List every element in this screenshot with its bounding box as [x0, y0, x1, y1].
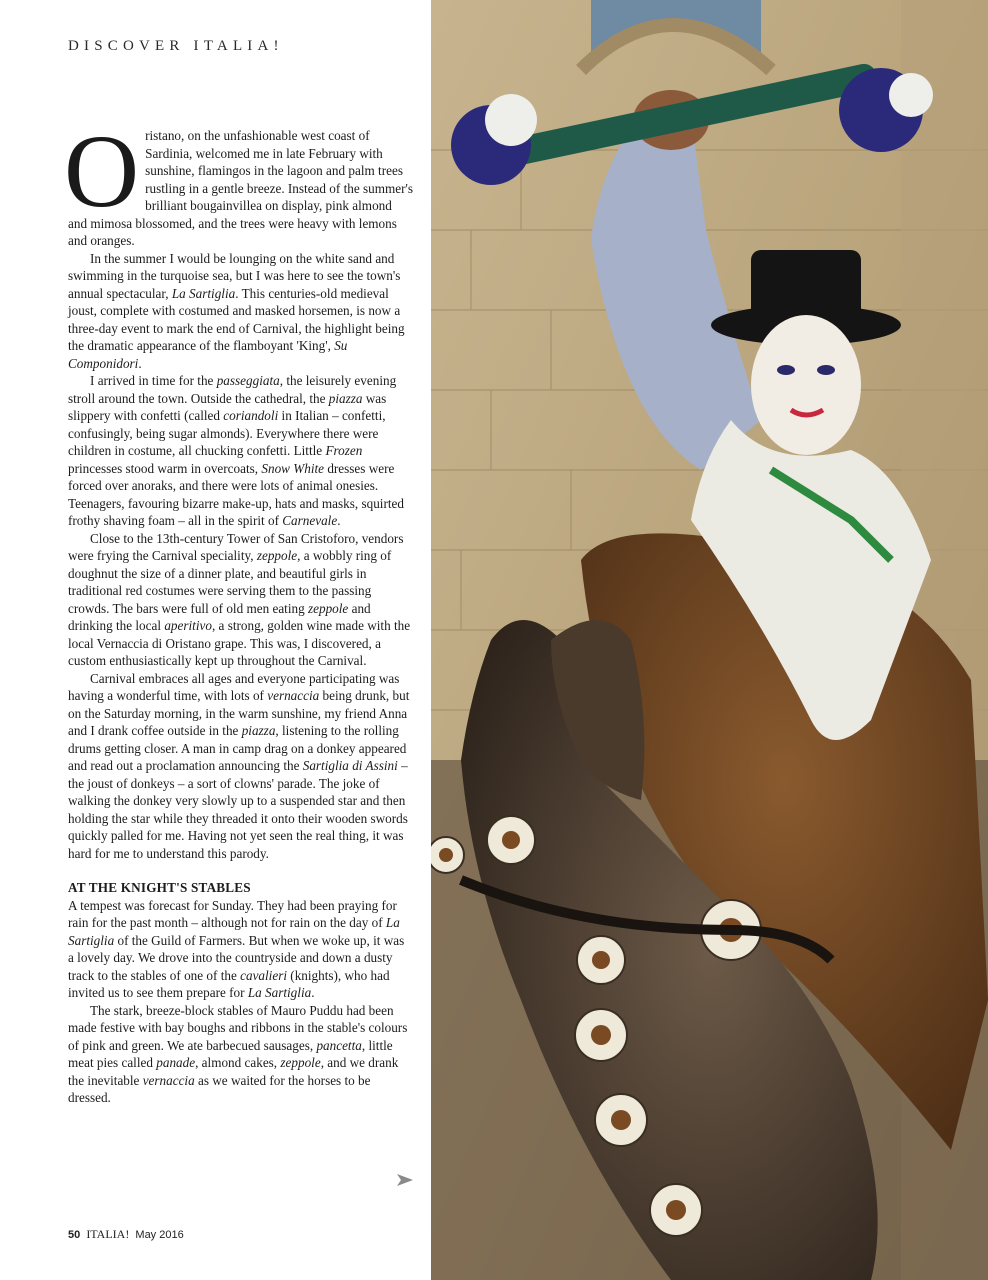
text-segment: The stark, breeze-block stables of Mauro Puddu had been made festive with bay boughs and ribbons in the stable's colours of pink and green. We ate barbecued sausages, [68, 1002, 408, 1053]
subheading: AT THE KNIGHT'S STABLES [68, 880, 251, 895]
italic-term: Carnevale [282, 513, 338, 528]
text-segment: Close to the 13th-century Tower of San Cristoforo, vendors were frying the Carnival speciality, [68, 530, 404, 563]
italic-term: Snow White [261, 460, 325, 476]
text-segment: . This centuries-old medieval joust, complete with costumed and masked horsemen, is now a three-day event to mark the end of Carnival, the highlight being the dramatic appearance of the flamboyant 'King', [68, 285, 405, 353]
text-segment: (knights), who had invited us to see them prepare for [68, 967, 390, 1000]
text-segment: A tempest was forecast for Sunday. They had been praying for rain for the past month – although not for rain on the day of [68, 897, 397, 930]
paragraph-5 [68, 670, 413, 863]
paragraph-3 [68, 372, 413, 530]
issue-date: May 2016 [135, 1229, 184, 1241]
section-header: DISCOVER ITALIA! [68, 38, 284, 54]
italic-term: cavalieri [240, 967, 287, 983]
italic-term: pancetta [316, 1037, 362, 1053]
italic-term: La Sartiglia [247, 985, 312, 1000]
photo-illustration [431, 0, 988, 1280]
italic-term: coriandoli [223, 408, 279, 423]
continue-arrow-icon [396, 1173, 414, 1187]
carnival-photo [431, 0, 988, 1280]
text-segment: , almond cakes, [195, 1055, 281, 1070]
paragraph-1-text: ristano, on the unfashionable west coast of Sardinia, welcomed me in late February with sunshine, flamingos in the lagoon and palm trees rustling in a gentle breeze. Instead of the summer's brilliant bougainvillea on display, pink almond and mimosa blossomed, and the trees were heavy with lemons and oranges. [68, 128, 413, 248]
italic-term: Su Componidori [68, 338, 348, 371]
italic-term: Frozen [325, 443, 363, 458]
italic-term: vernaccia [267, 688, 320, 703]
text-segment: princesses stood warm in overcoats, [68, 460, 262, 476]
text-segment: of the Guild of Farmers. But when we woke up, it was a lovely day. We drove into the countryside and down a dusty track to the stables of one of the [68, 932, 405, 983]
text-segment: . [337, 513, 341, 528]
paragraph-2 [68, 250, 413, 373]
article-body [64, 114, 413, 1107]
italic-term: La Sartiglia [171, 285, 236, 301]
paragraph-6 [68, 897, 413, 1002]
italic-term: zeppole [256, 548, 298, 563]
text-segment: I arrived in time for the [90, 373, 217, 388]
text-segment: . [138, 355, 142, 371]
italic-term: piazza [241, 723, 276, 738]
page-footer [68, 1227, 184, 1242]
text-segment: as we waited for the horses to be dressed. [68, 1072, 371, 1105]
text-segment: , and we drank the inevitable [68, 1055, 399, 1088]
text-segment: In the summer I would be lounging on the white sand and swimming in the turquoise sea, but I was here to see the town's annual spectacular, [68, 250, 401, 301]
text-segment: , listening to the rolling drums getting closer. A man in camp drag on a donkey appeared and read out a proclamation announcing the [68, 723, 407, 773]
text-segment: , a wobbly ring of doughnut the size of a dinner plate, and beautiful girls in traditional red costumes were serving them to the passing crowds. The bars were full of old men eating [68, 548, 392, 616]
italic-term: aperitivo [164, 618, 212, 633]
text-segment: was slippery with confetti (called [68, 390, 387, 423]
magazine-name: ITALIA! [86, 1227, 130, 1241]
text-segment: , little meat pies called [68, 1037, 393, 1070]
italic-term: vernaccia [142, 1072, 195, 1088]
italic-term: piazza [328, 390, 363, 406]
italic-term: passeggiata [216, 373, 280, 388]
page-number: 50 [68, 1229, 81, 1241]
text-segment: . [311, 985, 315, 1000]
text-segment: Carnival embraces all ages and everyone participating was having a wonderful time, with lots of [68, 670, 400, 703]
text-segment: in Italian – confetti, confusingly, being sugar almonds). Everywhere there were children in costume, all chucking confetti. Little [68, 408, 386, 458]
italic-term: zeppole [280, 1055, 321, 1070]
text-segment: , the leisurely evening stroll around the town. Outside the cathedral, the [68, 373, 397, 406]
drop-cap: O [64, 114, 140, 229]
text-segment: and drinking the local [68, 600, 371, 633]
italic-term: panade [156, 1055, 196, 1070]
paragraph-7 [68, 1002, 413, 1107]
text-segment: being drunk, but on the Saturday morning, in the warm sunshine, my friend Anna and I drank coffee outside in the [68, 688, 410, 738]
italic-term: La Sartiglia [68, 915, 400, 948]
italic-term: Sartiglia di Assini [302, 758, 398, 773]
italic-term: zeppole [308, 600, 349, 616]
paragraph-1 [64, 114, 413, 250]
text-segment: , a strong, golden wine made with the local Vernaccia di Oristano grape. This was, I discovered, a custom enthusiastically kept up throughout the Carnival. [68, 618, 411, 668]
paragraph-4 [68, 530, 413, 670]
text-segment: – the joust of donkeys – a sort of clowns' parade. The joke of walking the donkey very slowly up to a suspended star and then holding the star while they threaded it onto their wooden swords quickly palled for me. Having not yet seen the real thing, it was hard for me to understand this parody. [68, 758, 408, 861]
text-segment: dresses were forced over anoraks, and there were lots of animal onesies. Teenagers, favouring bizarre make-up, hats and masks, squirted frothy shaving foam – all in the spirit of [68, 460, 404, 528]
